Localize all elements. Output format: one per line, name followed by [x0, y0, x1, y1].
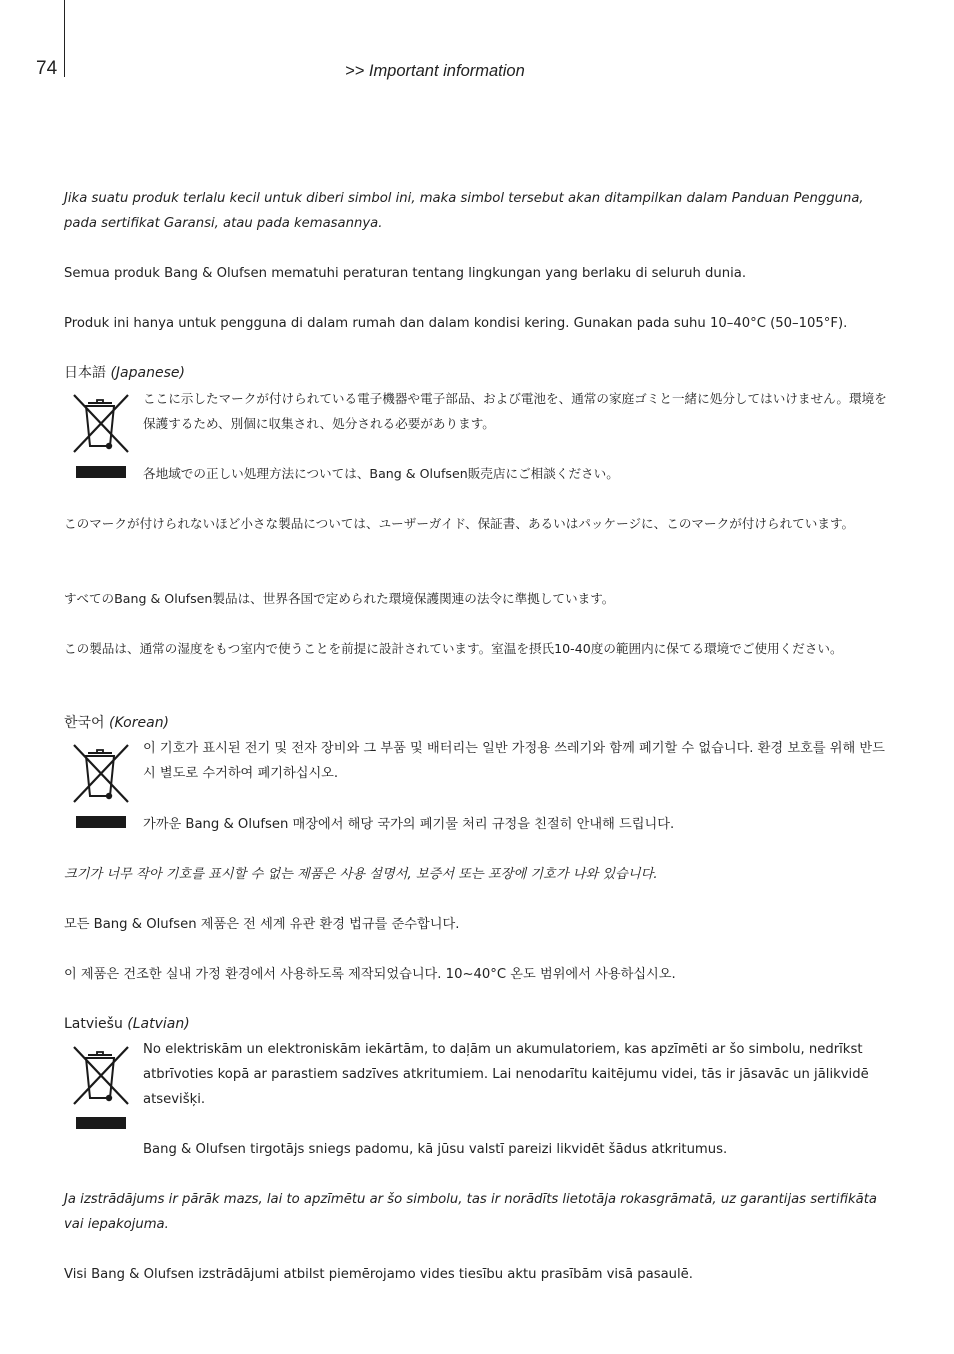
latvian-dealer-text: Bang & Olufsen tirgotājs sniegs padomu, kā jūsu valstī pareizi likvidēt šādus atkritumus.: [143, 1142, 728, 1157]
latvian-heading-english: (Latvian): [127, 1016, 190, 1032]
japanese-paragraph-2: すべてのBang & Olufsen製品は、世界各国で定められた環境保護関連の法令に準拠しています。: [64, 591, 615, 606]
indonesian-paragraph-3: Produk ini hanya untuk pengguna di dalam rumah dan dalam kondisi kering. Gunakan pada suhu 10–40°C (50–105°F).: [64, 316, 848, 331]
page-header: >> Important information: [345, 62, 525, 80]
margin-rule: [64, 0, 65, 77]
korean-dealer-text: 가까운 Bang & Olufsen 매장에서 해당 국가의 폐기물 처리 규정을 친절히 안내해 드립니다.: [143, 817, 675, 832]
korean-symbol-text: 이 기호가 표시된 전기 및 전자 장비와 그 부품 및 배터리는 일반 가정용 쓰레기와 함께 폐기할 수 없습니다. 환경 보호를 위해 반드시 별도로 수거하여 폐기하십시오.: [143, 741, 885, 781]
symbol-underline-bar: [76, 466, 126, 478]
japanese-paragraph-3: この製品は、通常の湿度をもつ室内で使うことを前提に設計されています。室温を摂氏10-40度の範囲内に保てる環境でご使用ください。: [64, 641, 843, 656]
japanese-heading: [64, 361, 185, 386]
symbol-underline-bar: [76, 1117, 126, 1129]
indonesian-paragraph-1: Jika suatu produk terlalu kecil untuk diberi simbol ini, maka simbol tersebut akan ditampilkan dalam Panduan Pengguna, pada sertifikat Garansi, atau pada kemasannya.: [64, 191, 864, 231]
korean-paragraph-1: 크기가 너무 작아 기호를 표시할 수 없는 제품은 사용 설명서, 보증서 또는 포장에 기호가 나와 있습니다.: [64, 867, 658, 882]
japanese-heading-native: 日本語: [64, 365, 106, 381]
korean-heading-native: 한국어: [64, 715, 105, 731]
crossed-out-wheelie-bin-icon: [70, 742, 132, 806]
page-number: 74: [36, 58, 58, 79]
japanese-symbol-text: ここに示したマークが付けられている電子機器や電子部品、および電池を、通常の家庭ゴミと一緒に処分してはいけません。環境を保護するため、別個に収集され、処分される必要があります。: [143, 391, 887, 431]
korean-paragraph-3: 이 제품은 건조한 실내 가정 환경에서 사용하도록 제작되었습니다. 10~40°C 온도 범위에서 사용하십시오.: [64, 967, 676, 982]
japanese-heading-english: (Japanese): [110, 365, 185, 381]
indonesian-paragraph-2: Semua produk Bang & Olufsen mematuhi peraturan tentang lingkungan yang berlaku di seluruh dunia.: [64, 266, 747, 281]
symbol-underline-bar: [76, 816, 126, 828]
latvian-symbol-text: No elektriskām un elektroniskām iekārtām, to daļām un akumulatoriem, kas apzīmēti ar šo simbolu, nedrīkst atbrīvoties kopā ar parastiem sadzīves atkritumiem. Lai nenodarītu kaitējumu videi, tās ir jāsavāc un jālikvidē atsevišķi.: [143, 1042, 869, 1107]
latvian-paragraph-2: Visi Bang & Olufsen izstrādājumi atbilst piemērojamo vides tiesību aktu prasībām visā pasaulē.: [64, 1267, 693, 1282]
korean-paragraph-2: 모든 Bang & Olufsen 제품은 전 세계 유관 환경 법규를 준수합니다.: [64, 917, 460, 932]
crossed-out-wheelie-bin-icon: [70, 392, 132, 456]
japanese-dealer-text: 各地域での正しい処理方法については、Bang & Olufsen販売店にご相談ください。: [143, 466, 619, 481]
latvian-heading: [64, 1012, 190, 1037]
latvian-heading-native: Latviešu: [64, 1016, 123, 1032]
latvian-paragraph-1: Ja izstrādājums ir pārāk mazs, lai to apzīmētu ar šo simbolu, tas ir norādīts lietotāja rokasgrāmatā, uz garantijas sertifikāta vai iepakojuma.: [64, 1192, 877, 1232]
korean-heading-english: (Korean): [109, 715, 170, 731]
japanese-paragraph-1: このマークが付けられないほど小さな製品については、ユーザーガイド、保証書、あるいはパッケージに、このマークが付けられています。: [64, 516, 855, 531]
crossed-out-wheelie-bin-icon: [70, 1044, 132, 1108]
korean-heading: [64, 711, 169, 736]
